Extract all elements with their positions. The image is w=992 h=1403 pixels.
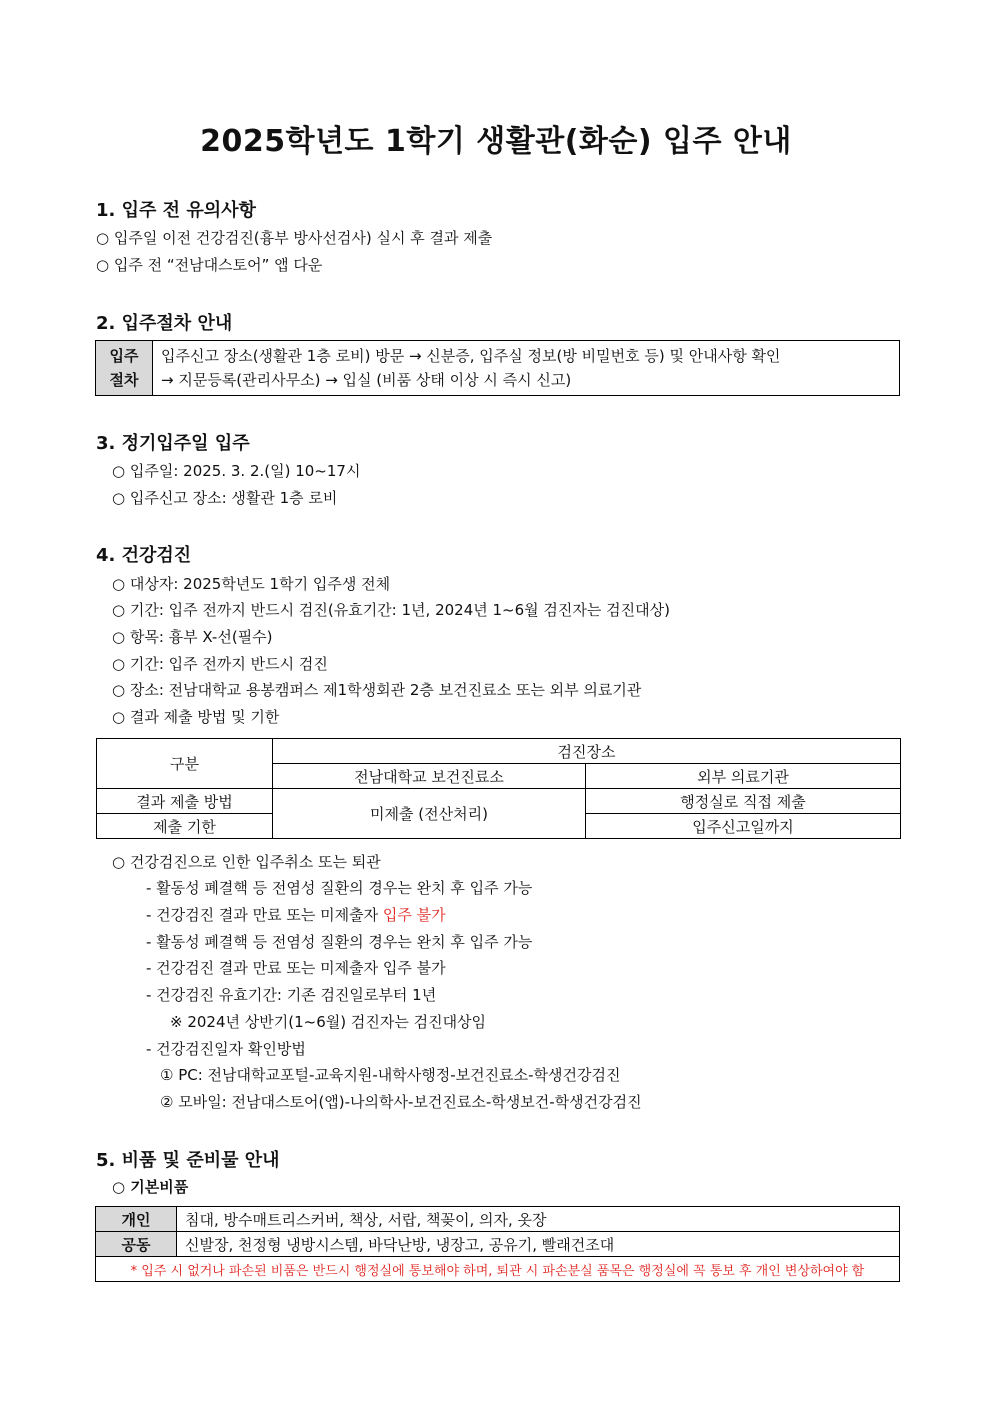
list-item-text: - 건강검진 결과 만료 또는 미제출자 bbox=[146, 906, 383, 924]
equipment-personal-items: 침대, 방수매트리스커버, 책상, 서랍, 책꽂이, 의자, 옷장 bbox=[177, 1207, 900, 1232]
equipment-shared-items: 신발장, 천정형 냉방시스템, 바닥난방, 냉장고, 공유기, 빨래건조대 bbox=[177, 1232, 900, 1257]
list-item: - 건강검진 유효기간: 기존 검진일로부터 1년 bbox=[146, 986, 437, 1004]
procedure-label bbox=[96, 341, 153, 396]
section-1-title: 1. 입주 전 유의사항 bbox=[96, 200, 256, 221]
procedure-text bbox=[153, 341, 900, 396]
list-item: - 활동성 폐결핵 등 전염성 질환의 경우는 완치 후 입주 가능 bbox=[146, 933, 533, 951]
table-header-place: 검진장소 bbox=[273, 739, 901, 764]
list-item: ○ 기간: 입주 전까지 반드시 검진 bbox=[112, 655, 328, 673]
list-item: ○ 항목: 흉부 X-선(필수) bbox=[112, 628, 273, 646]
section-5-title: 5. 비품 및 준비물 안내 bbox=[96, 1150, 280, 1171]
table-cell: 행정실로 직접 제출 bbox=[586, 789, 901, 814]
list-item: ② 모바일: 전남대스토어(앱)-나의학사-보건진료소-학생보건-학생건강검진 bbox=[160, 1093, 642, 1111]
table-header-campus: 전남대학교 보건진료소 bbox=[273, 764, 586, 789]
list-item: ※ 2024년 상반기(1~6월) 검진자는 검진대상임 bbox=[170, 1013, 487, 1031]
subsection-title: ○ 기본비품 bbox=[112, 1178, 189, 1196]
procedure-text-line: 입주신고 장소(생활관 1층 로비) 방문 → 신분증, 입주실 정보(방 비밀번호 등) 및 안내사항 확인 bbox=[161, 347, 781, 365]
procedure-text-line: → 지문등록(관리사무소) → 입실 (비품 상태 이상 시 즉시 신고) bbox=[161, 371, 572, 389]
table-cell-campus-value: 미제출 (전산처리) bbox=[273, 789, 586, 839]
list-item: - 활동성 폐결핵 등 전염성 질환의 경우는 완치 후 입주 가능 bbox=[146, 879, 533, 897]
procedure-table bbox=[95, 340, 900, 396]
procedure-label-line: 절차 bbox=[109, 371, 139, 389]
section-3-title: 3. 정기입주일 입주 bbox=[96, 433, 250, 454]
equipment-table bbox=[95, 1206, 900, 1282]
equipment-label-personal: 개인 bbox=[96, 1207, 177, 1232]
list-item: - 건강검진일자 확인방법 bbox=[146, 1040, 306, 1058]
page-title: 2025학년도 1학기 생활관(화순) 입주 안내 bbox=[200, 124, 792, 159]
section-2-title: 2. 입주절차 안내 bbox=[96, 313, 233, 334]
list-item: - 건강검진 결과 만료 또는 미제출자 입주 불가 bbox=[146, 959, 446, 977]
list-item: ○ 입주일: 2025. 3. 2.(일) 10~17시 bbox=[112, 462, 361, 480]
list-item: ○ 입주 전 “전남대스토어” 앱 다운 bbox=[96, 256, 323, 274]
table-header-external: 외부 의료기관 bbox=[586, 764, 901, 789]
table-cell: 입주신고일까지 bbox=[586, 814, 901, 839]
equipment-note: * 입주 시 없거나 파손된 비품은 반드시 행정실에 통보해야 하며, 퇴관 시 파손분실 품목은 행정실에 꼭 통보 후 개인 변상하여야 함 bbox=[96, 1257, 900, 1282]
list-item: ○ 대상자: 2025학년도 1학기 입주생 전체 bbox=[112, 575, 391, 593]
list-item: ○ 장소: 전남대학교 용봉캠퍼스 제1학생회관 2층 보건진료소 또는 외부 의료기관 bbox=[112, 681, 642, 699]
list-item: ① PC: 전남대학교포털-교육지원-내학사행정-보건진료소-학생건강검진 bbox=[160, 1066, 621, 1084]
table-row-label: 결과 제출 방법 bbox=[97, 789, 273, 814]
section-4-title: 4. 건강검진 bbox=[96, 545, 192, 566]
list-item: ○ 기간: 입주 전까지 반드시 검진(유효기간: 1년, 2024년 1~6월 검진자는 검진대상) bbox=[112, 601, 670, 619]
table-row-label: 제출 기한 bbox=[97, 814, 273, 839]
procedure-label-line: 입주 bbox=[109, 347, 139, 365]
list-item: ○ 결과 제출 방법 및 기한 bbox=[112, 708, 280, 726]
warning-text: 입주 불가 bbox=[382, 906, 446, 924]
list-item: ○ 건강검진으로 인한 입주취소 또는 퇴관 bbox=[112, 853, 381, 871]
list-item bbox=[146, 905, 446, 925]
list-item: ○ 입주일 이전 건강검진(흉부 방사선검사) 실시 후 결과 제출 bbox=[96, 229, 493, 247]
health-check-table bbox=[96, 738, 901, 839]
equipment-label-shared: 공동 bbox=[96, 1232, 177, 1257]
list-item: ○ 입주신고 장소: 생활관 1층 로비 bbox=[112, 489, 338, 507]
table-header-category: 구분 bbox=[97, 739, 273, 789]
